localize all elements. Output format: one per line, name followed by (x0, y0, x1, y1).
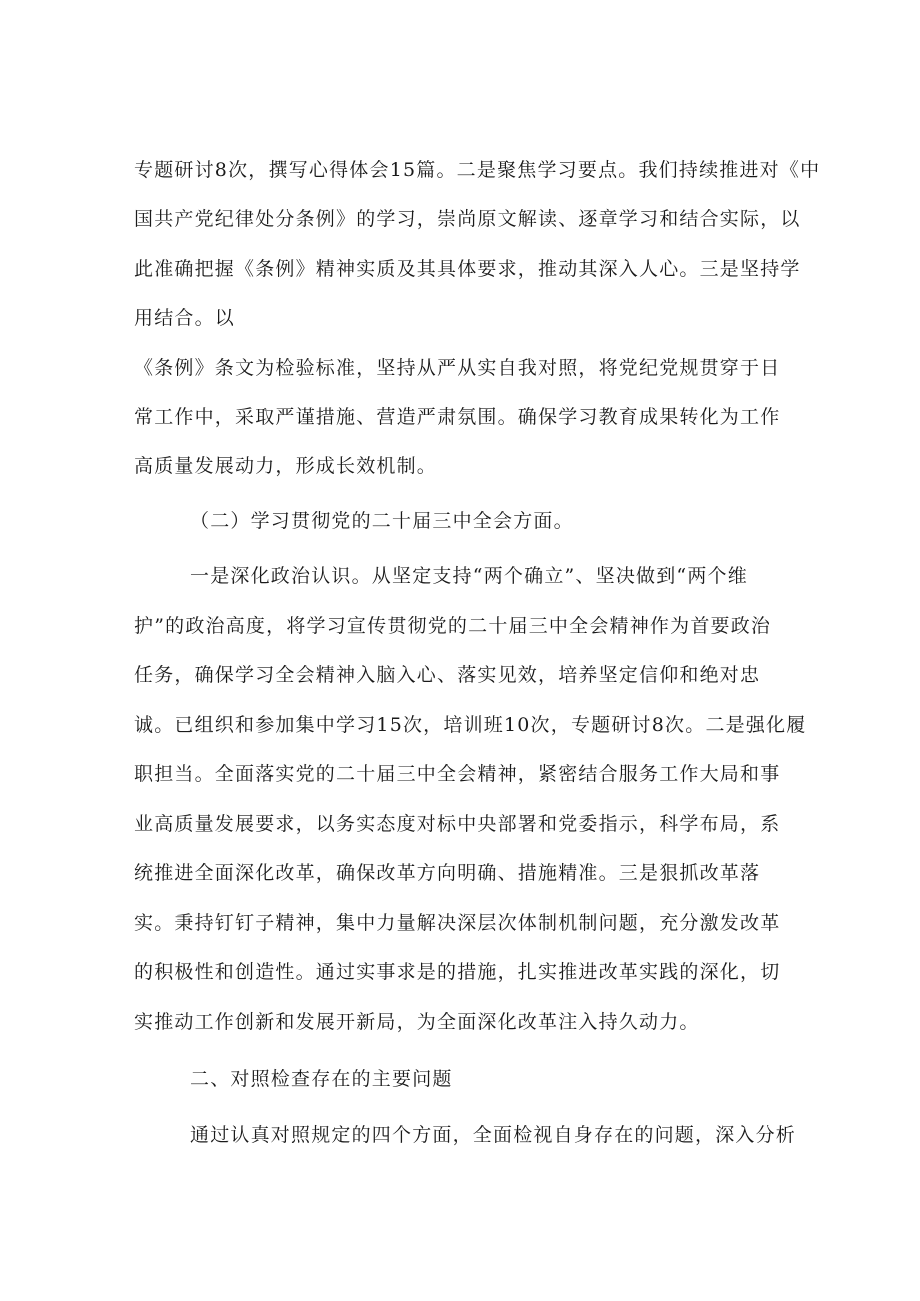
text-line: 《条例》条文为检验标准，坚持从严从实自我对照，将党纪党规贯穿于日 (134, 357, 781, 379)
text-line: 诚。已组织和参加集中学习15次，培训班10次，专题研讨8次。二是强化履 (134, 714, 807, 736)
text-line: 的积极性和创造性。通过实事求是的措施，扎实推进改革实践的深化，切 (134, 961, 781, 983)
text-line: 实。秉持钉钉子精神，集中力量解决深层次体制机制问题，充分激发改革 (134, 912, 781, 934)
text-line: 国共产党纪律处分条例》的学习，崇尚原文解读、逐章学习和结合实际，以 (134, 208, 801, 230)
text-line: 业高质量发展要求，以务实态度对标中央部署和党委指示，科学布局，系 (134, 813, 781, 835)
section-heading: 二、对照检查存在的主要问题 (190, 1068, 453, 1090)
text-line: 统推进全面深化改革，确保改革方向明确、措施精准。三是狠抓改革落 (134, 862, 761, 884)
text-line: 护”的政治高度，将学习宣传贯彻党的二十届三中全会精神作为首要政治 (134, 615, 772, 637)
text-line: 一是深化政治认识。从坚定支持“两个确立”、坚决做到“两个维 (190, 565, 748, 587)
text-line: 任务，确保学习全会精神入脑入心、落实见效，培养坚定信仰和绝对忠 (134, 664, 761, 686)
text-line: 高质量发展动力，形成长效机制。 (134, 455, 438, 477)
text-line: 常工作中，采取严谨措施、营造严肃氛围。确保学习教育成果转化为工作 (134, 406, 781, 428)
text-line: 职担当。全面落实党的二十届三中全会精神，紧密结合服务工作大局和事 (134, 763, 781, 785)
section-subheading: （二）学习贯彻党的二十届三中全会方面。 (190, 510, 574, 532)
text-line: 此准确把握《条例》精神实质及其具体要求，推动其深入人心。三是坚持学 (134, 258, 801, 280)
text-line: 用结合。以 (134, 307, 236, 329)
text-line: 通过认真对照规定的四个方面，全面检视自身存在的问题，深入分析 (190, 1124, 797, 1146)
text-line: 实推动工作创新和发展开新局，为全面深化改革注入持久动力。 (134, 1011, 700, 1033)
text-line: 专题研讨8次，撰写心得体会15篇。二是聚焦学习要点。我们持续推进对《中 (134, 159, 821, 181)
